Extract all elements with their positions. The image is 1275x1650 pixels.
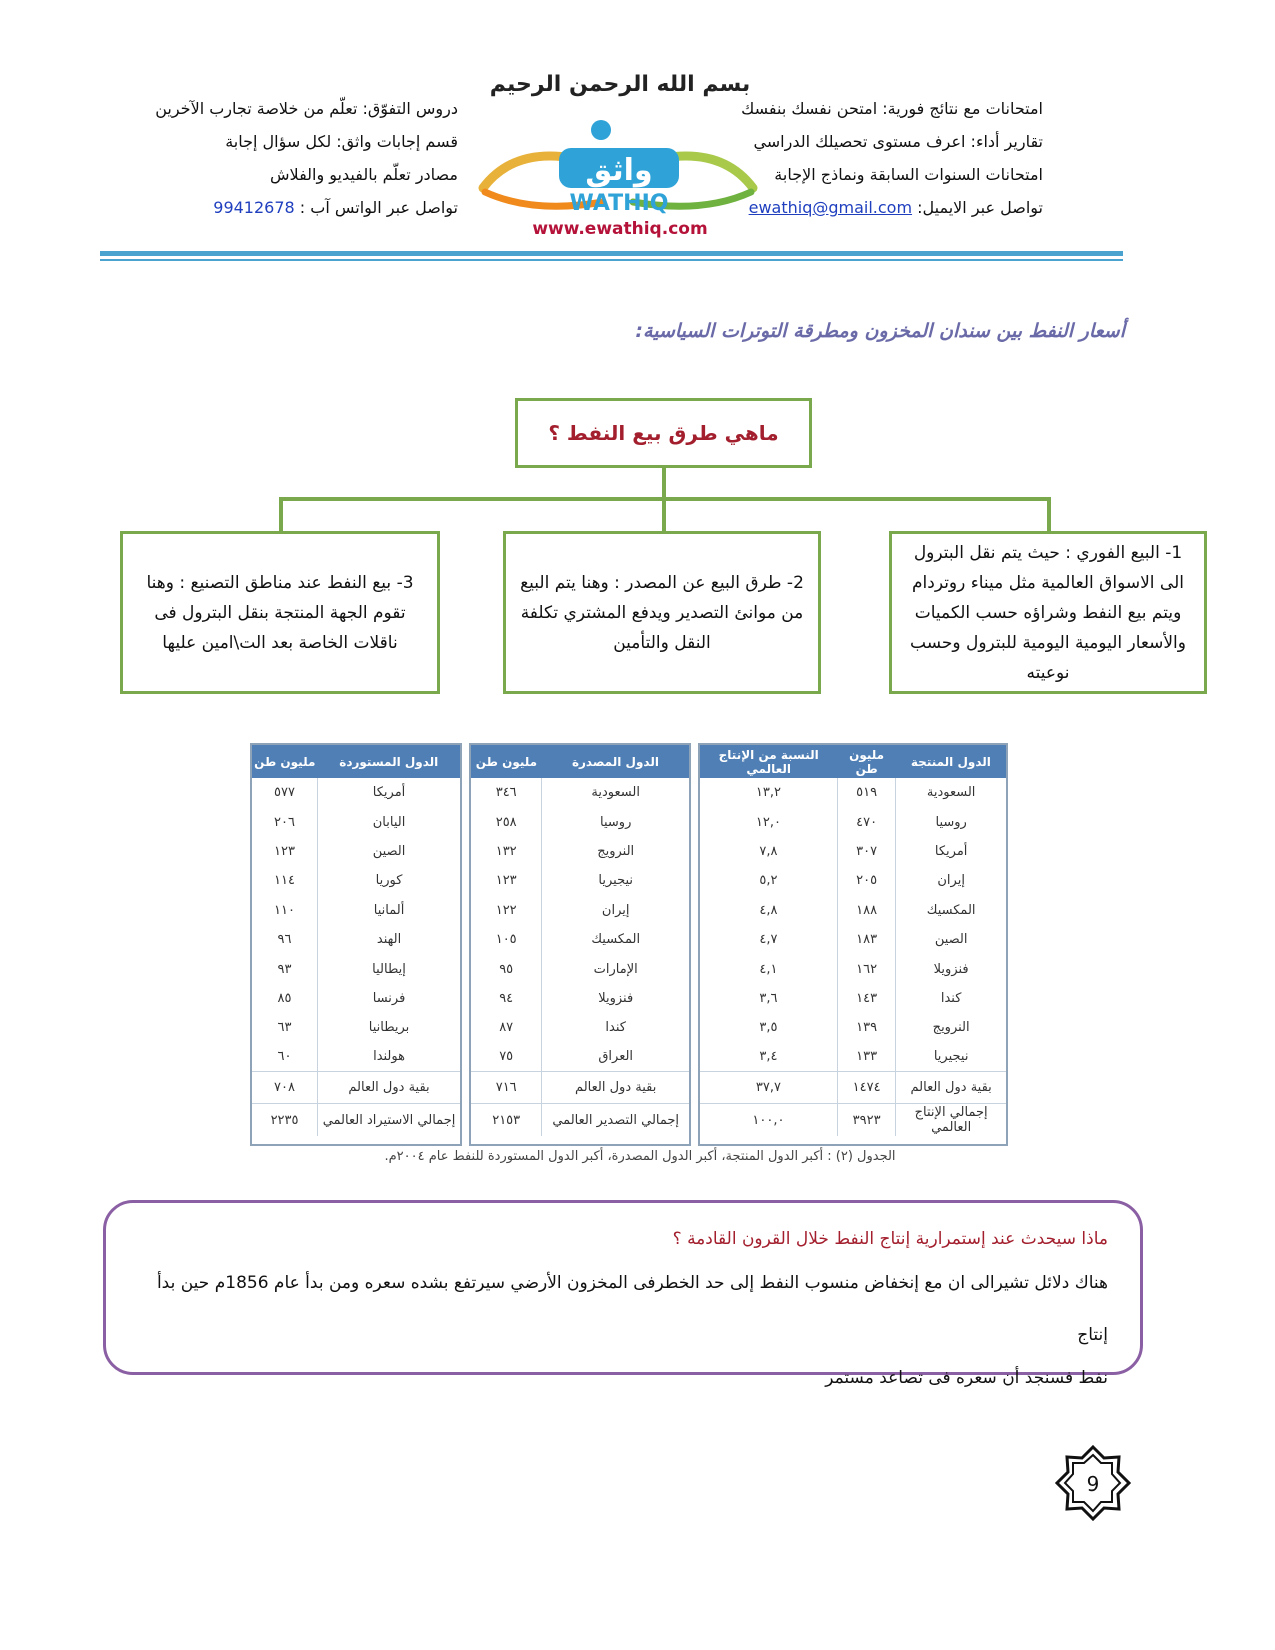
page-number-star-icon xyxy=(1055,1445,1131,1521)
table-cell-value: ١٨٨ xyxy=(837,896,895,925)
section-title: أسعار النفط بين سندان المخزون ومطرقة التوترات السياسية: xyxy=(635,320,1125,342)
table-cell-country: الإمارات xyxy=(542,954,689,983)
table-row xyxy=(471,1072,689,1104)
table-row xyxy=(252,925,460,954)
table-row xyxy=(471,837,689,866)
table-cell-country: المكسيك xyxy=(896,896,1006,925)
table-row xyxy=(700,1072,1006,1104)
exporters-table xyxy=(471,745,689,1136)
table-cell-value: ٥,٢ xyxy=(759,873,778,889)
table-cell-value: ١٣٢ xyxy=(495,843,517,859)
method-box-3 xyxy=(120,531,440,694)
table-cell-country: ألمانيا xyxy=(318,896,460,925)
table-cell-value: ١٢٣ xyxy=(274,843,295,859)
table-cell-country: الصين xyxy=(896,925,1006,954)
diagram-question: ماهي طرق بيع النفط ؟ xyxy=(548,421,779,445)
connector-down-middle xyxy=(662,497,666,531)
table-cell-value: ٣٠٧ xyxy=(837,837,895,866)
table-cell-value: ١٢٣ xyxy=(495,873,517,889)
table-row xyxy=(252,1013,460,1042)
table-row xyxy=(471,954,689,983)
method-box-1 xyxy=(889,531,1207,694)
table-cell-country: نيجيريا xyxy=(542,866,689,895)
table-cell-country: السعودية xyxy=(896,778,1006,807)
table-row xyxy=(700,1013,1006,1042)
table-cell-country: فنزويلا xyxy=(542,984,689,1013)
producers-table xyxy=(700,745,1006,1136)
table-cell-value: ٧١٦ xyxy=(471,1072,542,1104)
connector-vertical xyxy=(662,468,666,500)
table-header: الدول المنتجة xyxy=(896,745,1006,778)
table-row xyxy=(700,807,1006,836)
table-caption: الجدول (٢) : أكبر الدول المنتجة، أكبر الدول المصدرة، أكبر الدول المستوردة للنفط عام ٢٠٠٤م. xyxy=(384,1149,896,1164)
table-cell-country: فرنسا xyxy=(318,984,460,1013)
header-line: امتحانات مع نتائج فورية: امتحن نفسك بنفسك xyxy=(741,99,1043,118)
method-text: 3- بيع النفط عند مناطق التصنيع : وهنا تقوم الجهة المنتجة بنقل البترول فى ناقلات الخاصة بعد الت\امين عليها xyxy=(146,572,414,653)
table-cell-value: ٨٧ xyxy=(499,1020,514,1036)
table-cell-country: السعودية xyxy=(542,778,689,807)
table-cell-value: ٣,٦ xyxy=(759,990,778,1006)
table-cell-country: كندا xyxy=(896,984,1006,1013)
whatsapp-number[interactable]: 99412678 xyxy=(213,198,295,217)
future-answer-line: نفط فسنجد أن سعره فى تصاعد مستمر xyxy=(825,1368,1108,1388)
table-cell-value: ١٣٣ xyxy=(837,1043,895,1072)
table-cell-value: ٣,٥ xyxy=(759,1020,778,1036)
table-row xyxy=(252,896,460,925)
table-row xyxy=(252,1104,460,1136)
table-row xyxy=(252,1043,460,1072)
producers-table-panel xyxy=(698,743,1008,1146)
table-header: الدول المصدرة xyxy=(542,745,689,778)
table-header: الدول المستوردة xyxy=(318,745,460,778)
header-features-left xyxy=(128,92,458,224)
table-cell-value: ٢٠٦ xyxy=(274,814,295,830)
table-row xyxy=(471,807,689,836)
table-cell-value: ١٢,٠ xyxy=(755,814,781,830)
producers-rows xyxy=(700,778,1006,1136)
table-cell-value: ١٤٧٤ xyxy=(837,1072,895,1104)
importers-table-panel xyxy=(250,743,462,1146)
table-row xyxy=(252,1072,460,1104)
table-cell-value: ٧٥ xyxy=(499,1049,514,1065)
connector-down-left xyxy=(279,497,283,531)
table-row xyxy=(252,837,460,866)
table-cell-country: بقية دول العالم xyxy=(542,1072,689,1104)
table-row xyxy=(252,984,460,1013)
method-text: 1- البيع الفوري : حيث يتم نقل البترول الى الاسواق العالمية مثل ميناء روتردام ويتم بيع النفط وشراؤه حسب الكميات والأسعار اليومية اليومية للبترول وحسب نوعيته xyxy=(910,542,1186,683)
future-question: ماذا سيحدث عند إستمرارية إنتاج النفط خلال القرون القادمة ؟ xyxy=(672,1229,1108,1249)
logo-arabic-text: واثق xyxy=(585,153,653,188)
table-header: مليون طن xyxy=(471,745,542,778)
header-line: قسم إجابات واثق: لكل سؤال إجابة xyxy=(225,132,458,151)
table-cell-country: نيجيريا xyxy=(896,1043,1006,1072)
header-line: دروس التفوّق: تعلّم من خلاصة تجارب الآخرين xyxy=(155,99,458,118)
table-cell-value: ٩٥ xyxy=(499,961,514,977)
table-row xyxy=(700,896,1006,925)
table-cell-value: ٨٥ xyxy=(277,990,292,1006)
table-row xyxy=(471,778,689,807)
table-row xyxy=(471,896,689,925)
connector-down-right xyxy=(1047,497,1051,531)
table-cell-value: ١٠٠,٠ xyxy=(700,1104,837,1136)
table-cell-value: ١٨٣ xyxy=(837,925,895,954)
table-cell-country: الصين xyxy=(318,837,460,866)
table-cell-value: ١١٠ xyxy=(274,902,295,918)
table-cell-value: ٧٠٨ xyxy=(252,1072,318,1104)
table-cell-country: إجمالي التصدير العالمي xyxy=(542,1104,689,1136)
table-row xyxy=(700,866,1006,895)
table-cell-country: بقية دول العالم xyxy=(318,1072,460,1104)
table-cell-value: ١٦٢ xyxy=(837,954,895,983)
method-text: 2- طرق البيع عن المصدر : وهنا يتم البيع من موانئ التصدير ويدفع المشتري تكلفة النقل والتأمين xyxy=(520,572,804,653)
whatsapp-line xyxy=(128,191,458,224)
basmala: بسم الله الرحمن الرحيم xyxy=(489,72,751,97)
table-cell-value: ٧,٨ xyxy=(759,843,778,859)
table-cell-value: ٢٥٨ xyxy=(495,814,517,830)
table-cell-value: ١٢٢ xyxy=(495,902,517,918)
table-cell-value: ٩٣ xyxy=(277,961,292,977)
diagram-question-box xyxy=(515,398,812,468)
table-cell-value: ٤,١ xyxy=(759,961,778,977)
table-cell-country: روسيا xyxy=(542,807,689,836)
exporters-rows xyxy=(471,778,689,1136)
table-row xyxy=(700,1043,1006,1072)
table-cell-country: بقية دول العالم xyxy=(896,1072,1006,1104)
table-cell-country: العراق xyxy=(542,1043,689,1072)
header-line: تقارير أداء: اعرف مستوى تحصيلك الدراسي xyxy=(753,132,1043,151)
table-cell-value: ٩٦ xyxy=(277,932,292,948)
header-line: مصادر تعلّم بالفيديو والفلاش xyxy=(269,165,458,184)
table-cell-country: كوريا xyxy=(318,866,460,895)
table-cell-country: إيران xyxy=(542,896,689,925)
table-cell-value: ٢٠٥ xyxy=(837,866,895,895)
table-row xyxy=(700,778,1006,807)
table-row xyxy=(700,984,1006,1013)
table-cell-country: الهند xyxy=(318,925,460,954)
email-link[interactable]: ewathiq@gmail.com xyxy=(748,198,913,217)
table-row xyxy=(700,925,1006,954)
table-cell-country: كندا xyxy=(542,1013,689,1042)
table-row xyxy=(700,837,1006,866)
logo-latin-text: WATHIQ xyxy=(569,191,669,216)
table-cell-value: ٦٣ xyxy=(277,1020,292,1036)
table-row xyxy=(700,1104,1006,1136)
table-cell-country: إيران xyxy=(896,866,1006,895)
table-cell-value: ١٠٥ xyxy=(495,932,517,948)
future-production-box xyxy=(103,1200,1143,1388)
website-link[interactable]: www.ewathiq.com xyxy=(532,219,708,239)
table-cell-value: ٣٧,٧ xyxy=(700,1072,837,1104)
header-line: امتحانات السنوات السابقة ونماذج الإجابة xyxy=(774,165,1043,184)
table-cell-value: ٤,٨ xyxy=(759,902,778,918)
table-cell-country: فنزويلا xyxy=(896,954,1006,983)
table-row xyxy=(471,866,689,895)
table-cell-country: أمريكا xyxy=(896,837,1006,866)
wathiq-logo xyxy=(473,118,763,220)
table-cell-country: أمريكا xyxy=(318,778,460,807)
table-cell-value: ٣٤٦ xyxy=(495,785,517,801)
table-row xyxy=(471,925,689,954)
table-cell-country: روسيا xyxy=(896,807,1006,836)
table-row xyxy=(252,807,460,836)
importers-table xyxy=(252,745,460,1136)
table-cell-value: ١٣٩ xyxy=(837,1013,895,1042)
table-cell-value: ١١٤ xyxy=(274,873,295,889)
table-cell-value: ٤٧٠ xyxy=(837,807,895,836)
importers-rows xyxy=(252,778,460,1136)
method-box-2 xyxy=(503,531,821,694)
table-cell-country: اليابان xyxy=(318,807,460,836)
table-cell-value: ٦٠ xyxy=(277,1049,292,1065)
table-cell-country: إيطاليا xyxy=(318,954,460,983)
table-cell-value: ٥٧٧ xyxy=(274,785,295,801)
table-row xyxy=(471,1013,689,1042)
table-cell-country: النرويج xyxy=(896,1013,1006,1042)
table-header: النسبة من الإنتاج العالمي xyxy=(700,745,837,778)
table-cell-value: ٢٢٣٥ xyxy=(252,1104,318,1136)
table-cell-value: ٤,٧ xyxy=(759,932,778,948)
table-cell-value: ٩٤ xyxy=(499,990,514,1006)
table-cell-value: ٣٩٢٣ xyxy=(837,1104,895,1136)
table-cell-value: ٣,٤ xyxy=(759,1049,778,1065)
table-row xyxy=(252,954,460,983)
table-cell-country: بريطانيا xyxy=(318,1013,460,1042)
page-number: 9 xyxy=(1086,1472,1100,1496)
table-cell-value: ١٤٣ xyxy=(837,984,895,1013)
exporters-table-panel xyxy=(469,743,691,1146)
table-row xyxy=(471,1104,689,1136)
table-cell-value: ٥١٩ xyxy=(837,778,895,807)
table-header: مليون طن xyxy=(837,745,895,778)
table-row xyxy=(471,984,689,1013)
table-row xyxy=(252,866,460,895)
whatsapp-label: تواصل عبر الواتس آب : xyxy=(299,198,458,217)
header-divider-thin xyxy=(100,259,1123,261)
table-row xyxy=(471,1043,689,1072)
table-cell-value: ١٣,٢ xyxy=(755,785,781,801)
table-cell-value: ٢١٥٣ xyxy=(471,1104,542,1136)
future-answer-line: هناك دلائل تشيرالى ان مع إنخفاض منسوب النفط إلى حد الخطرفى المخزون الأرضي سيرتفع بشده سعره ومن بدأ عام 1856م حين بدأ إنتاج xyxy=(156,1273,1108,1345)
table-cell-country: المكسيك xyxy=(542,925,689,954)
email-label: تواصل عبر الايميل: xyxy=(917,198,1043,217)
table-row xyxy=(700,954,1006,983)
table-cell-country: إجمالي الاستيراد العالمي xyxy=(318,1104,460,1136)
table-header: مليون طن xyxy=(252,745,318,778)
table-cell-country: إجمالي الإنتاج العالمي xyxy=(896,1104,1006,1136)
table-cell-country: النرويج xyxy=(542,837,689,866)
table-row xyxy=(252,778,460,807)
header-divider xyxy=(100,251,1123,256)
table-cell-country: هولندا xyxy=(318,1043,460,1072)
